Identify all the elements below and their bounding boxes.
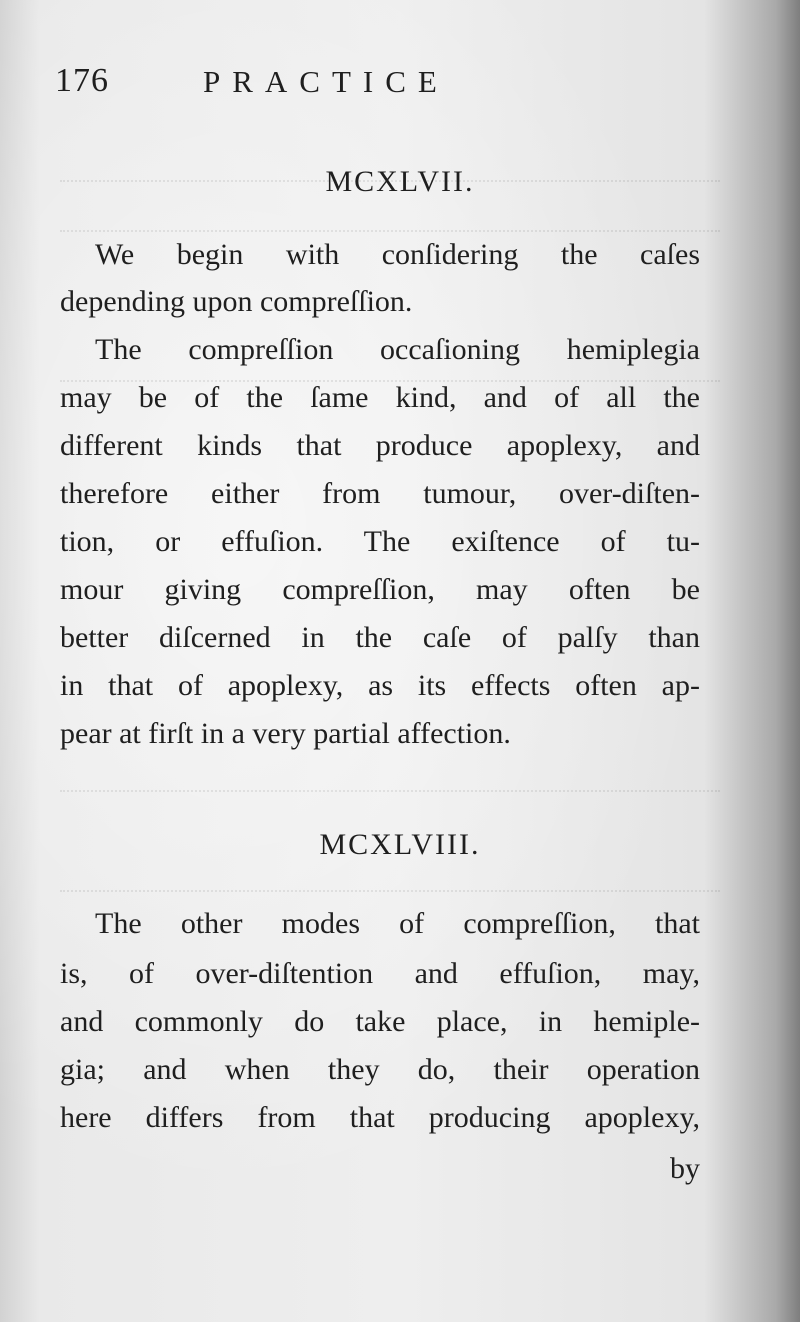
section-heading: MCXLVII. (325, 165, 475, 198)
text-line: here differs from that producing apoplexy, (60, 1101, 700, 1134)
text-line: depending upon compreſſion. (60, 285, 413, 318)
page-header (55, 62, 705, 112)
text-line: mour giving compreſſion, may often be (60, 573, 700, 606)
text-line: and commonly do take place, in hemiple- (60, 1005, 700, 1038)
show-through-line (60, 760, 720, 792)
text-line: We begin with conſidering the caſes (95, 238, 700, 271)
show-through-line (60, 200, 720, 232)
section-heading: MCXLVIII. (319, 828, 481, 861)
text-line: The compreſſion occaſioning hemiplegia (95, 333, 700, 366)
text-line: therefore either from tumour, over-diſten- (60, 477, 700, 510)
text-line: is, of over-diſtention and effuſion, may, (60, 957, 700, 990)
text-line: gia; and when they do, their operation (60, 1053, 700, 1086)
running-title: PRACTICE (203, 64, 449, 99)
catchword: by (670, 1152, 700, 1185)
text-line: pear at firſt in a very partial affection. (60, 717, 511, 750)
text-line: may be of the ſame kind, and of all the (60, 381, 700, 414)
text-line: The other modes of compreſſion, that (95, 907, 700, 940)
text-line: different kinds that produce apoplexy, and (60, 429, 700, 462)
page-number: 176 (55, 62, 109, 99)
text-line: tion, or effuſion. The exiſtence of tu- (60, 525, 700, 558)
show-through-line (60, 860, 720, 892)
text-line: in that of apoplexy, as its effects often ap- (60, 669, 700, 702)
text-line: better diſcerned in the caſe of palſy than (60, 621, 700, 654)
